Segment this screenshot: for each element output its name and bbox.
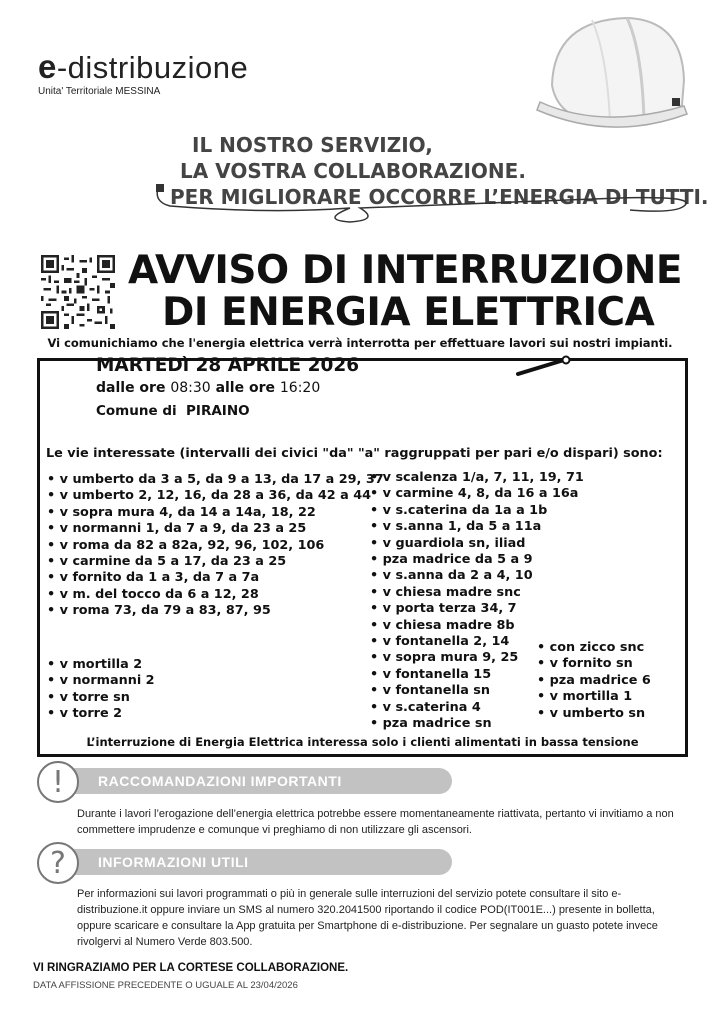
from-time: 08:30 [170,380,211,396]
posting-date-label: DATA AFFISSIONE PRECEDENTE O UGUALE AL [33,980,248,991]
helmet-illustration [532,10,692,140]
recommendations-title: RACCOMANDAZIONI IMPORTANTI [98,773,342,789]
page-title [128,250,682,334]
street-item: • v fontanella sn [370,683,584,699]
street-item: • v chiesa madre 8b [370,618,584,634]
logo-e: e [38,48,57,85]
street-item: • con zicco snc [537,640,651,656]
street-item: • v s.anna 1, da 5 a 11a [370,519,584,535]
street-item: • v s.caterina 4 [370,700,584,716]
street-item: • pza madrice 6 [537,673,651,689]
street-item: • v porta terza 34, 7 [370,601,584,617]
street-item: • v carmine 4, 8, da 16 a 16a [370,486,584,502]
street-item: • v umberto da 3 a 5, da 9 a 13, da 17 a 29, 37 [47,472,384,488]
slogan-line-2: LA VOSTRA COLLABORAZIONE. [180,159,526,183]
streets-column-3 [537,640,651,722]
street-item: • v torre 2 [47,706,155,722]
street-item: • pza madrice sn [370,716,584,732]
street-item: • v chiesa madre snc [370,585,584,601]
to-label: alle ore [215,380,275,396]
from-label: dalle ore [96,380,166,396]
to-time: 16:20 [279,380,321,396]
street-item: • v normanni 1, da 7 a 9, da 23 a 25 [47,521,384,537]
street-item: • v sopra mura 9, 25 [370,650,584,666]
recommendations-text: Durante i lavori l’erogazione dell’energia elettrica potrebbe essere momentaneamente riattivata, pertanto vi invitiamo a non commettere imprudenze e comunque vi preghiamo di non utilizzare gli ascensori. [77,808,674,836]
street-item: • v fontanella 2, 14 [370,634,584,650]
posting-date-value: 23/04/2026 [250,980,298,991]
streets-column-1 [47,472,384,620]
street-item: • v guardiola sn, iliad [370,536,584,552]
street-item: • v roma da 82 a 82a, 92, 96, 102, 106 [47,538,384,554]
comune-name: PIRAINO [186,403,250,419]
territorial-unit: Unita' Territoriale MESSINA [38,86,161,97]
street-item: • pza madrice da 5 a 9 [370,552,584,568]
comune-label: Comune di [96,403,177,419]
street-item: • v mortilla 1 [537,689,651,705]
intro-text: Vi comunichiamo che l'energia elettrica verrà interrotta per effettuare lavori sui nostri impianti. [47,336,673,350]
street-item: • v torre sn [47,690,155,706]
street-item: • v fornito sn [537,656,651,672]
street-item: • v scalenza 1/a, 7, 11, 19, 71 [370,470,584,486]
slogan-line-3: PER MIGLIORARE OCCORRE L’ENERGIA DI TUTTI. [170,185,709,209]
street-item: • v m. del tocco da 6 a 12, 28 [47,587,384,603]
cable-swirl-decoration [150,180,690,240]
title-line-2: DI ENERGIA ELETTRICA [162,290,655,335]
street-item: • v mortilla 2 [47,657,155,673]
street-item: • v roma 73, da 79 a 83, 87, 95 [47,603,384,619]
street-item: • v s.anna da 2 a 4, 10 [370,568,584,584]
street-item: • v normanni 2 [47,673,155,689]
company-logo [38,48,248,86]
interruption-hours [96,380,320,396]
recommendations-header [58,768,452,794]
street-item: • v s.caterina da 1a a 1b [370,503,584,519]
thanks-text: VI RINGRAZIAMO PER LA CORTESE COLLABORAZIONE. [33,962,349,974]
posting-date [33,980,298,991]
streets-heading: Le vie interessate (intervalli dei civici "da" "a" raggruppati per pari e/o dispari) sono: [46,446,663,461]
street-item: • v carmine da 5 a 17, da 23 a 25 [47,554,384,570]
street-item: • v sopra mura 4, da 14 a 14a, 18, 22 [47,505,384,521]
exclamation-icon: ! [37,761,79,803]
streets-column-1-lower [47,657,155,723]
question-icon: ? [37,842,79,884]
qr-code [41,255,115,329]
info-title: INFORMAZIONI UTILI [98,854,249,870]
street-item: • v umberto 2, 12, 16, da 28 a 36, da 42 a 44 [47,488,384,504]
info-text: Per informazioni sui lavori programmati o più in generale sulle interruzioni del servizio potete consultare il sito e-distribuzione.it oppure inviare un SMS al numero 320.2041500 riportando il codice POD(IT001E...) presente in bolletta, oppure scaricare e consultare la App gratuita per Smartphone di e-distribuzione. Per segnalare un guasto potete invece rivolgervi al Numero Verde 803.500. [77,888,658,948]
street-item: • v fontanella 15 [370,667,584,683]
info-header [58,849,452,875]
logo-text: -distribuzione [56,50,249,85]
switch-lever-decoration [514,350,576,380]
comune [96,403,250,419]
street-item: • v umberto sn [537,706,651,722]
slogan-line-1: IL NOSTRO SERVIZIO, [192,133,433,157]
title-line-1: AVVISO DI INTERRUZIONE [128,248,683,293]
street-item: • v fornito da 1 a 3, da 7 a 7a [47,570,384,586]
interruption-date: MARTEDì 28 APRILE 2026 [96,355,360,376]
low-tension-note: L’interruzione di Energia Elettrica interessa solo i clienti alimentati in bassa tensione [86,735,639,749]
